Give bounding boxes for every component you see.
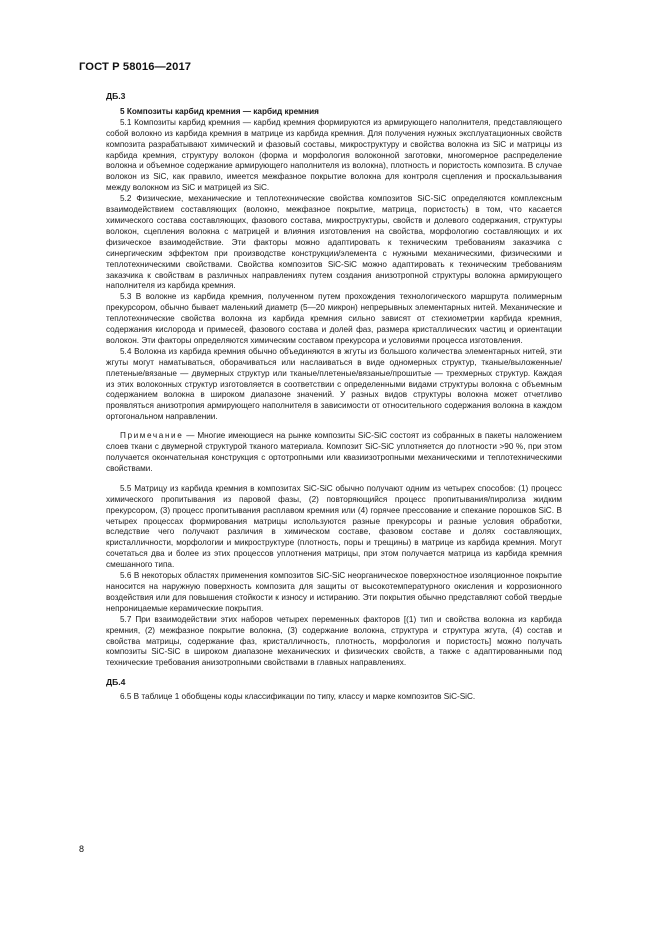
paragraph-5-1: 5.1 Композиты карбид кремния — карбид кремния формируются из армирующего наполнителя, представляющего собой волокно из карбида кремния в матрице из карбида кремния. Для получения нужных эксплуатационных свойств композита разрабатывают химический и фазовый составы, микроструктуру и свойства волокна из SiC и матрицы из карбида кремния, структуру волокон (форма и морфология волоконной заготовки, многомерное распределение волокна и объемное содержание армирующего наполнителя из волокна), плотность и пористость композита. В случае волокон из SiC, как правило, имеется межфазное покрытие волокна для контроля сцепления и проскальзывания между волокном из SiC и матрицей из SiC. bbox=[106, 117, 562, 193]
document-body bbox=[106, 91, 562, 703]
paragraph-5-2: 5.2 Физические, механические и теплотехнические свойства композитов SiC-SiC определяются комплексным взаимодействием составляющих (волокно, межфазное покрытие, матрица, пористость) в том, что касается химического состава составляющих, фазового состава, микроструктуры, свойств и долевого содержания, структуры волокон, сцепления волокна с матрицей и влияния изготовления на свойства, морфологию составляющих и их физическое взаимодействие. Эти факторы можно адаптировать к техническим требованиям заказчика с синергическим эффектом при производстве конструкции/элемента с нужными механическими, физическими и теплотехническими свойствами. Свойства композитов SiC-SiC можно адаптировать к техническим требованиям заказчика к свойствам в различных направлениях путем создания анизотропной структуры волокна армирующего наполнителя из карбида кремния. bbox=[106, 194, 562, 291]
note-text: — Многие имеющиеся на рынке композиты SiC-SiC состоят из собранных в пакеты наложением слоев ткани с двумерной структурой тканого материала. Композит SiC-SiC уплотняется до плотности >90 %, при этом получается окончательная конструкция с ортотропными или квазиизотропными механическими и теплотехническими свойствами. bbox=[106, 431, 562, 473]
note-label: Примечание bbox=[120, 431, 184, 441]
annex-heading-db3: ДБ.3 bbox=[106, 91, 126, 101]
document-header-title: ГОСТ Р 58016—2017 bbox=[79, 61, 192, 73]
paragraph-5-4: 5.4 Волокна из карбида кремния обычно объединяются в жгуты из большого количества элементарных нитей, эти жгуты могут наматываться, оборачиваться или наслаиваться в виде одномерных структур, тканые/выложенные/плетеные/вязаные — двумерных структур или тканые/плетеные/вязаные/прошитые — трехмерных структур. Каждая из этих волоконных структур изготовляется в соответствии с определенными видами структуры волокна с объемным содержанием волокна в широком диапазоне значений. У разных видов структуры волокна может отчетливо проявляться анизотропия армирующего наполнителя в зависимости от относительного содержания волокна в каждом ортогональном направлении. bbox=[106, 346, 562, 422]
paragraph-5-3: 5.3 В волокне из карбида кремния, полученном путем прохождения технологического маршрута полимерным прекурсором, обычно бывает маленький диаметр (5—20 микрон) непрерывных элементарных нитей. Механические и теплотехнические свойства волокна из карбида кремния сильно зависят от стехиометрии карбида кремния, содержания кислорода и примесей, фазового состава и долей фаз, размера кристаллических частиц и ориентации волокон. Эти факторы определяются химическим составом прекурсора и условиями процесса изготовления. bbox=[106, 292, 562, 345]
paragraph-5-7: 5.7 При взаимодействии этих наборов четырех переменных факторов [(1) тип и свойства волокна из карбида кремния, (2) межфазное покрытие волокна, (3) содержание волокна, структура и структура жгута, (4) состав и свойства матрицы, содержание фаз, кристалличность, плотность, морфология и пористость] можно получать композиты SiC-SiC в широком диапазоне механических и физических свойств, а также с адаптированными под технические требования анизотропными свойствами в главных направлениях. bbox=[106, 614, 562, 668]
page-number: 8 bbox=[79, 844, 85, 854]
paragraph-5-6: 5.6 В некоторых областях применения композитов SiC-SiC неорганическое поверхностное изоляционное покрытие наносится на наружную поверхность композита для защиты от высокотемпературного окисления и коррозионного воздействия или для повышения стойкости к износу и истиранию. Эти покрытия обычно представляют собой твердые непроницаемые керамические покрытия. bbox=[106, 571, 562, 613]
paragraph-6-5: 6.5 В таблице 1 обобщены коды классификации по типу, классу и марке композитов SiC-SiC. bbox=[120, 692, 476, 702]
paragraph-5-5: 5.5 Матрицу из карбида кремния в композитах SiC-SiC обычно получают одним из четырех способов: (1) процесс химического пропитывания из паровой фазы, (2) повторяющийся процесс пропитывания/пиролиза жидким прекурсором, (3) процесс пропитывания расплавом кремния или (4) горячее прессование и спекание порошков SiC. В четырех процессах формирования матрицы используются разные прекурсоры и разные условия обработки, вследствие чего получают различия в химическом составе, фазовом составе и долях составляющих, кристалличности, морфологии и микроструктуре (плотность, поры и трещины) в матрице из карбида кремния. Могут сочетаться два и более из этих процессов уплотнения матрицы, при этом получается матрица из карбида кремния смешанного типа. bbox=[106, 483, 562, 570]
note-paragraph bbox=[106, 431, 562, 475]
annex-heading-db4: ДБ.4 bbox=[106, 677, 126, 688]
section-heading-5: 5 Композиты карбид кремния — карбид кремния bbox=[120, 106, 319, 116]
